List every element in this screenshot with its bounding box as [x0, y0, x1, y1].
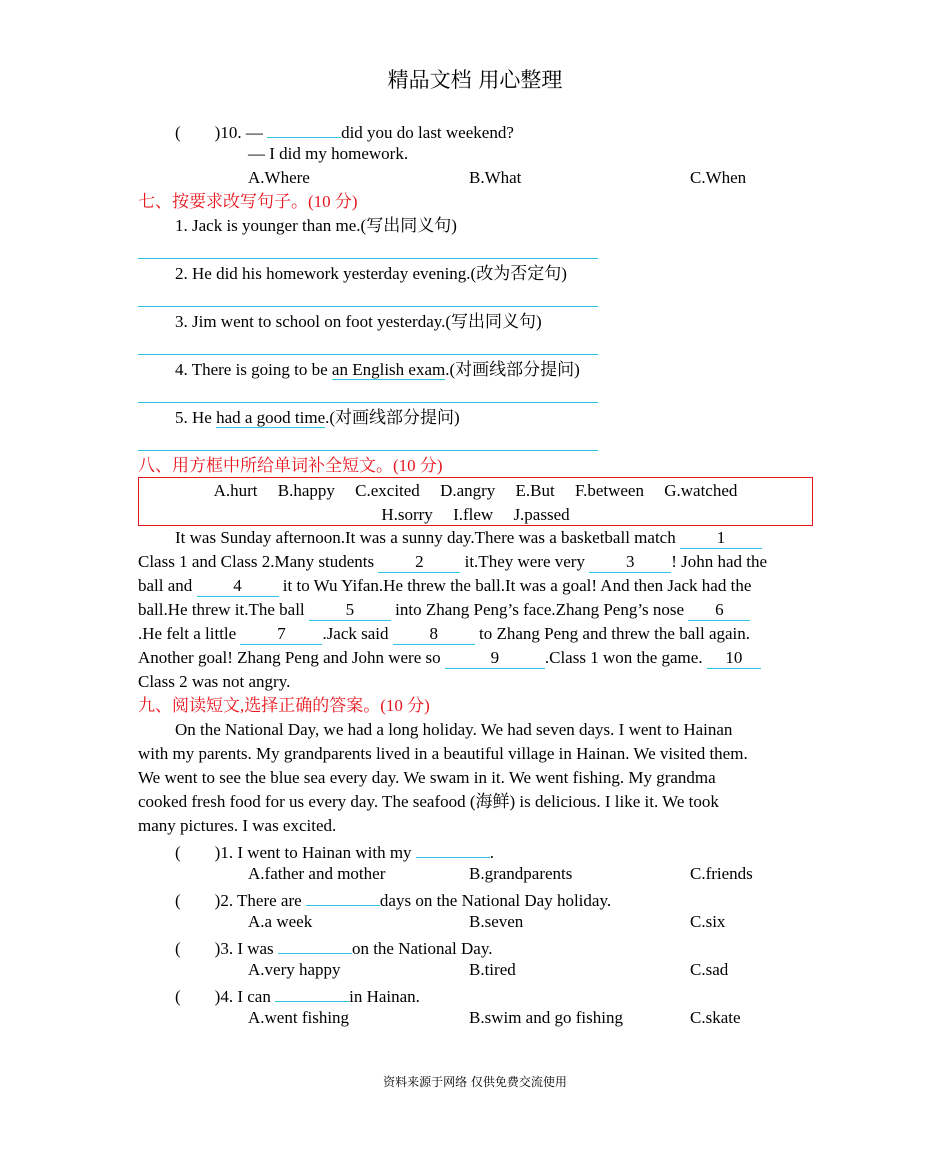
passage-text: to Zhang Peng and threw the ball again. [479, 624, 751, 643]
question-text: . [489, 843, 495, 862]
option-b[interactable]: B.What [469, 168, 522, 187]
section-9-heading: 九、阅读短文,选择正确的答案。(10 分) [138, 696, 430, 715]
underlined-phrase: an English exam [331, 360, 446, 379]
cloze-line-2 [138, 550, 767, 574]
answer-blank[interactable] [267, 118, 341, 138]
word-option: E.But [515, 481, 555, 500]
item-text: 5. He [175, 408, 217, 427]
cloze-blank-6[interactable]: 6 [688, 601, 750, 621]
item-text: 2. He did his homework yesterday evening. [175, 264, 471, 283]
question-text: 2. There are [220, 891, 302, 910]
rewrite-item-5 [175, 406, 460, 430]
answer-blank[interactable] [275, 982, 349, 1002]
option-b[interactable]: B.swim and go fishing [469, 1008, 623, 1027]
cloze-line-7: Class 2 was not angry. [138, 672, 291, 691]
answer-paren[interactable]: ( ) [175, 891, 221, 910]
rewrite-item-3 [175, 310, 542, 334]
passage-text: .Class 1 won the game. [544, 648, 703, 667]
question-number: 10. — [220, 123, 263, 142]
cloze-line-5 [138, 622, 750, 646]
question-10-answer: — I did my homework. [248, 144, 409, 163]
option-c[interactable]: C.sad [690, 960, 729, 979]
option-c[interactable]: C.When [690, 168, 747, 187]
option-c[interactable]: C.skate [690, 1008, 741, 1027]
passage-text: ! John had the [671, 552, 768, 571]
question-text: 1. I went to Hainan with my [220, 843, 412, 862]
reading-question-1 [175, 838, 494, 865]
passage-line: We went to see the blue sea every day. We swam in it. We went fishing. My grandma [138, 768, 716, 787]
cloze-blank-5[interactable]: 5 [309, 601, 391, 621]
answer-line-4[interactable] [138, 402, 598, 403]
cloze-blank-9[interactable]: 9 [445, 649, 545, 669]
word-option: I.flew [453, 505, 494, 524]
answer-blank[interactable] [278, 934, 352, 954]
word-bank-row-2 [139, 503, 812, 527]
word-option: D.angry [440, 481, 496, 500]
cloze-blank-4[interactable]: 4 [197, 577, 279, 597]
question-text: on the National Day. [351, 939, 493, 958]
section-8-heading: 八、用方框中所给单词补全短文。(10 分) [138, 456, 443, 475]
option-a[interactable]: A.father and mother [248, 864, 386, 883]
cloze-line-6 [138, 646, 761, 670]
passage-text: It was Sunday afternoon.It was a sunny day.There was a basketball match [175, 528, 676, 547]
item-text: 1. Jack is younger than me. [175, 216, 361, 235]
answer-line-3[interactable] [138, 354, 598, 355]
answer-blank[interactable] [416, 838, 490, 858]
question-text: 4. I can [220, 987, 271, 1006]
passage-text: .He felt a little [138, 624, 237, 643]
cloze-blank-3[interactable]: 3 [589, 553, 671, 573]
item-text: 3. Jim went to school on foot yesterday. [175, 312, 446, 331]
item-text: 4. There is going to be [175, 360, 332, 379]
question-text: in Hainan. [349, 987, 420, 1006]
cloze-line-3 [138, 574, 751, 598]
word-option: F.between [575, 481, 644, 500]
section-7-heading: 七、按要求改写句子。(10 分) [138, 192, 358, 211]
passage-text: .Jack said [322, 624, 389, 643]
option-a[interactable]: A.very happy [248, 960, 341, 979]
word-option: J.passed [513, 505, 570, 524]
item-instruction: .(对画线部分提问) [445, 360, 580, 379]
passage-text: it.They were very [464, 552, 585, 571]
option-a[interactable]: A.went fishing [248, 1008, 350, 1027]
word-bank-row-1 [139, 479, 812, 503]
option-b[interactable]: B.tired [469, 960, 516, 979]
word-bank-box [138, 477, 813, 526]
item-instruction: (改为否定句) [470, 264, 567, 283]
option-a[interactable]: A.Where [248, 168, 310, 187]
item-instruction: (写出同义句) [360, 216, 457, 235]
passage-line: On the National Day, we had a long holiday. We had seven days. I went to Hainan [175, 720, 733, 739]
passage-text: Class 1 and Class 2.Many students [138, 552, 375, 571]
reading-question-4 [175, 982, 420, 1009]
word-option: H.sorry [381, 505, 433, 524]
cloze-blank-7[interactable]: 7 [240, 625, 322, 645]
passage-text: ball and [138, 576, 193, 595]
rewrite-item-4 [175, 358, 580, 382]
answer-paren: ( ) [175, 123, 221, 142]
cloze-blank-2[interactable]: 2 [378, 553, 460, 573]
question-text: days on the National Day holiday. [379, 891, 612, 910]
answer-paren[interactable]: ( ) [175, 987, 221, 1006]
reading-question-2 [175, 886, 611, 913]
passage-line: cooked fresh food for us every day. The seafood (海鲜) is delicious. I like it. We took [138, 792, 719, 811]
answer-paren[interactable]: ( ) [175, 843, 221, 862]
passage-text: into Zhang Peng’s face.Zhang Peng’s nose [395, 600, 685, 619]
option-c[interactable]: C.friends [690, 864, 753, 883]
cloze-line-4 [138, 598, 750, 622]
question-stem: did you do last weekend? [341, 123, 514, 142]
option-c[interactable]: C.six [690, 912, 726, 931]
cloze-blank-10[interactable]: 10 [707, 649, 761, 669]
page-header: 精品文档 用心整理 [387, 68, 563, 92]
passage-line: with my parents. My grandparents lived in a beautiful village in Hainan. We visited them. [138, 744, 748, 763]
passage-text: Another goal! Zhang Peng and John were so [138, 648, 441, 667]
option-b[interactable]: B.seven [469, 912, 524, 931]
answer-line-2[interactable] [138, 306, 598, 307]
page-footer: 资料来源于网络 仅供免费交流使用 [383, 1075, 567, 1089]
option-b[interactable]: B.grandparents [469, 864, 573, 883]
word-option: C.excited [355, 481, 420, 500]
passage-line: many pictures. I was excited. [138, 816, 337, 835]
cloze-blank-8[interactable]: 8 [393, 625, 475, 645]
passage-text: ball.He threw it.The ball [138, 600, 305, 619]
answer-line-5[interactable] [138, 450, 598, 451]
word-option: G.watched [664, 481, 738, 500]
word-option: A.hurt [213, 481, 258, 500]
question-text: 3. I was [220, 939, 274, 958]
answer-line-1[interactable] [138, 258, 598, 259]
question-10 [175, 118, 514, 145]
rewrite-item-1 [175, 214, 457, 238]
item-instruction: .(对画线部分提问) [325, 408, 460, 427]
item-instruction: (写出同义句) [445, 312, 542, 331]
rewrite-item-2 [175, 262, 567, 286]
answer-paren[interactable]: ( ) [175, 939, 221, 958]
answer-blank[interactable] [306, 886, 380, 906]
passage-text: it to Wu Yifan.He threw the ball.It was a goal! And then Jack had the [282, 576, 752, 595]
reading-question-3 [175, 934, 492, 961]
option-a[interactable]: A.a week [248, 912, 313, 931]
cloze-blank-1[interactable]: 1 [680, 529, 762, 549]
underlined-phrase: had a good time [216, 408, 326, 427]
cloze-line-1 [175, 526, 762, 550]
word-option: B.happy [277, 481, 335, 500]
